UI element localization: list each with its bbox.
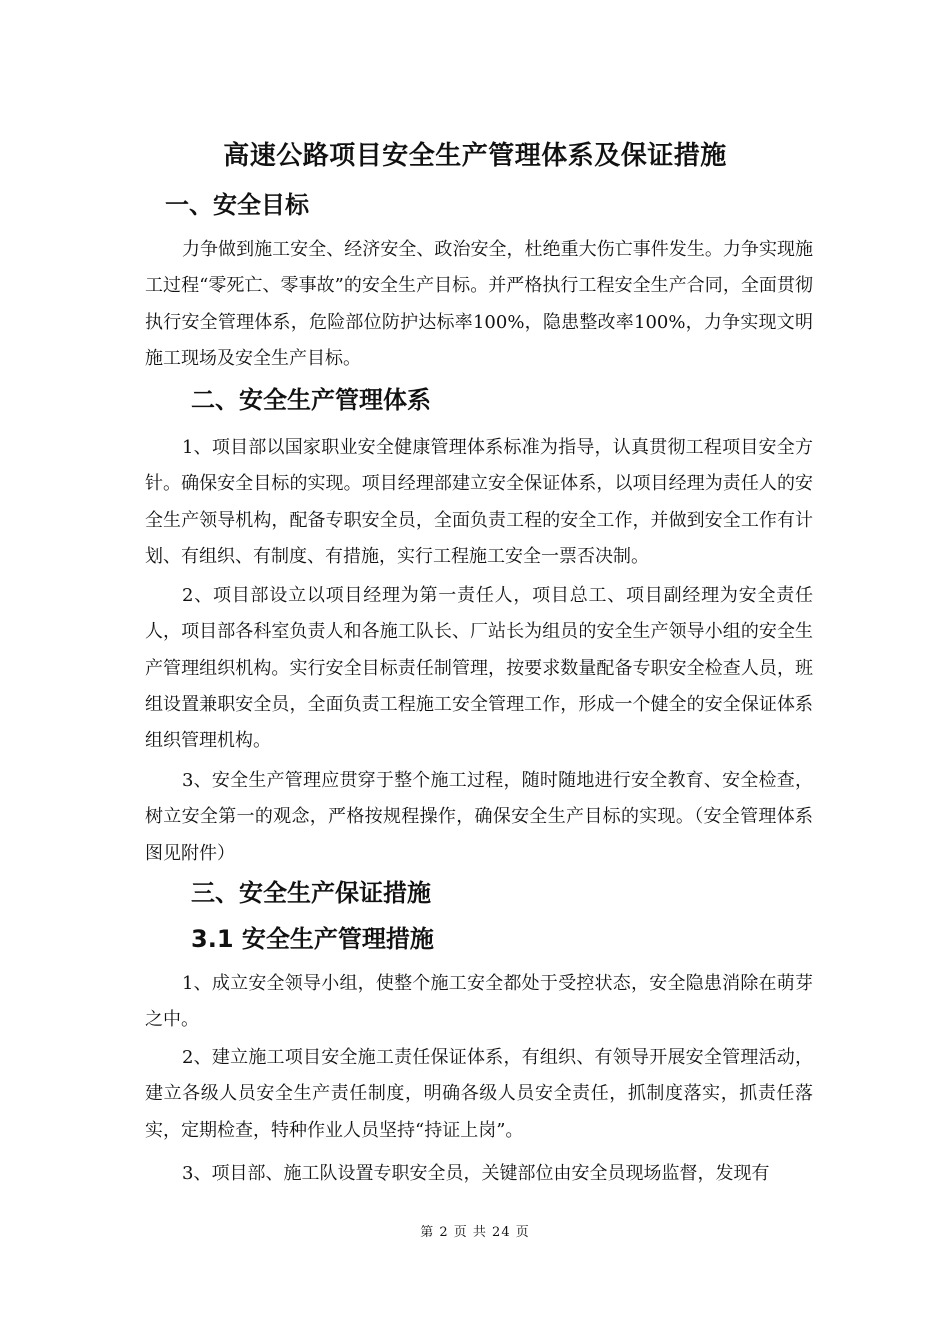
paragraph-management-system-3: 3、安全生产管理应贯穿于整个施工过程，随时随地进行安全教育、安全检查，树立安全第一的观念，严格按规程操作，确保安全生产目标的实现。（安全管理体系图见附件）: [145, 770, 813, 864]
paragraph-measures-1: 1、成立安全领导小组，使整个施工安全都处于受控状态，安全隐患消除在萌芽之中。: [145, 973, 813, 1031]
section-heading-management-system: 二、安全生产管理体系: [191, 386, 431, 414]
paragraph-safety-goal: 力争做到施工安全、经济安全、政治安全，杜绝重大伤亡事件发生。力争实现施工过程“零死亡、零事故”的安全生产目标。并严格执行工程安全生产合同，全面贯彻执行安全管理体系，危险部位防护达标率100%，隐患整改率100%，力争实现文明施工现场及安全生产目标。: [145, 239, 813, 369]
section-heading-safety-goal: 一、安全目标: [165, 191, 309, 219]
document-title: 高速公路项目安全生产管理体系及保证措施: [223, 141, 727, 171]
paragraph-measures-3: 3、项目部、施工队设置专职安全员，关键部位由安全员现场监督，发现有: [182, 1163, 770, 1184]
paragraph-management-system-2: 2、项目部设立以项目经理为第一责任人，项目总工、项目副经理为安全责任人，项目部各科室负责人和各施工队长、厂站长为组员的安全生产领导小组的安全生产管理组织机构。实行安全目标责任制管理，按要求数量配备专职安全检查人员，班组设置兼职安全员，全面负责工程施工安全管理工作，形成一个健全的安全保证体系组织管理机构。: [145, 585, 813, 752]
subsection-heading-management-measures: 3.1 安全生产管理措施: [191, 925, 434, 953]
page-number-footer: 第 2 页 共 24 页: [420, 1225, 530, 1240]
paragraph-management-system-1: 1、项目部以国家职业安全健康管理体系标准为指导，认真贯彻工程项目安全方针。确保安全目标的实现。项目经理部建立安全保证体系，以项目经理为责任人的安全生产领导机构，配备专职安全员，全面负责工程的安全工作，并做到安全工作有计划、有组织、有制度、有措施，实行工程施工安全一票否决制。: [145, 437, 813, 567]
section-heading-safety-measures: 三、安全生产保证措施: [191, 879, 431, 907]
paragraph-measures-2: 2、建立施工项目安全施工责任保证体系，有组织、有领导开展安全管理活动，建立各级人员安全生产责任制度，明确各级人员安全责任，抓制度落实，抓责任落实，定期检查，特种作业人员坚持“持证上岗”。: [145, 1047, 813, 1141]
